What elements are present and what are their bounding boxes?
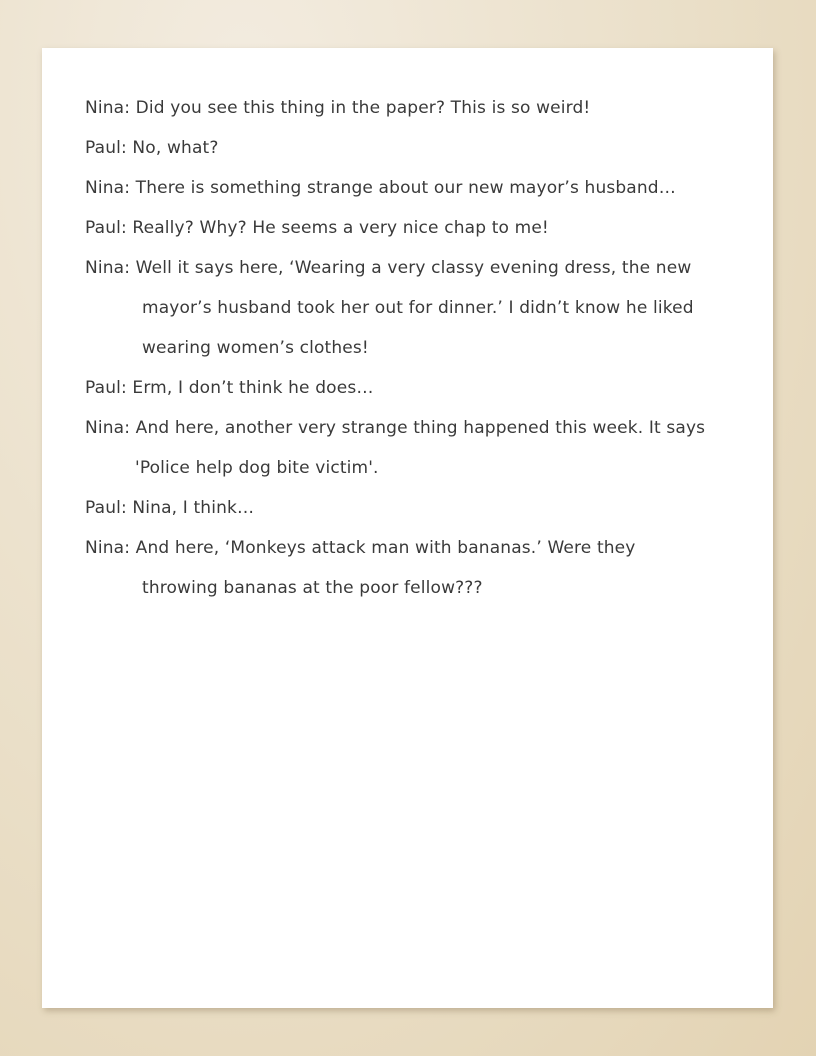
dialogue-line-continuation: wearing women’s clothes! xyxy=(142,338,369,358)
dialogue-line-nina: Nina: And here, another very strange thing happened this week. It says xyxy=(85,418,706,438)
dialogue-line-paul: Paul: Nina, I think… xyxy=(85,498,255,518)
dialogue-line-nina: Nina: There is something strange about our new mayor’s husband… xyxy=(85,178,676,198)
document-page xyxy=(42,48,773,1008)
dialogue-text xyxy=(85,88,755,608)
dialogue-line-paul: Paul: No, what? xyxy=(85,138,219,158)
dialogue-line-paul: Paul: Erm, I don’t think he does… xyxy=(85,378,374,398)
dialogue-line-nina: Nina: Did you see this thing in the paper? This is so weird! xyxy=(85,98,591,118)
dialogue-line-continuation: throwing bananas at the poor fellow??? xyxy=(142,578,483,598)
dialogue-line-paul: Paul: Really? Why? He seems a very nice chap to me! xyxy=(85,218,549,238)
dialogue-line-continuation: mayor’s husband took her out for dinner.’ I didn’t know he liked xyxy=(142,298,694,318)
dialogue-line-nina: Nina: And here, ‘Monkeys attack man with bananas.’ Were they xyxy=(85,538,636,558)
dialogue-line-nina: Nina: Well it says here, ‘Wearing a very classy evening dress, the new xyxy=(85,258,692,278)
dialogue-line-continuation: 'Police help dog bite victim'. xyxy=(135,458,379,478)
